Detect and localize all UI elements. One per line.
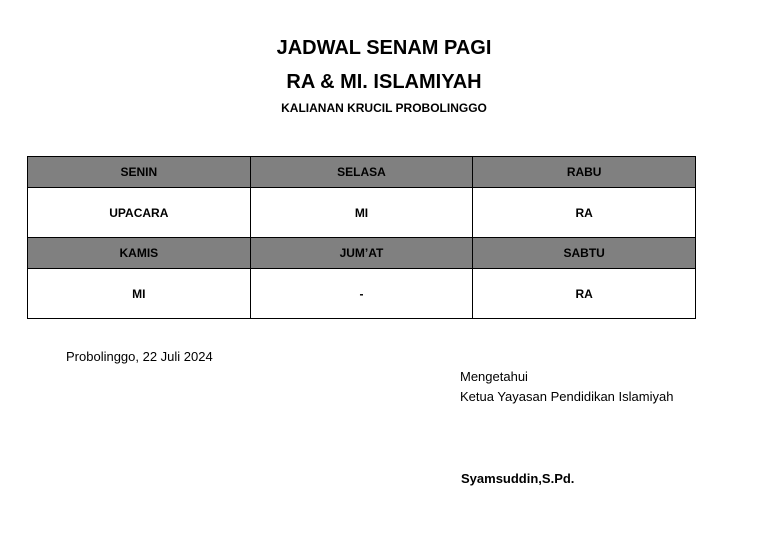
day-header-selasa: SELASA xyxy=(250,157,473,188)
schedule-table xyxy=(27,156,696,319)
assignment-sabtu: RA xyxy=(473,269,696,319)
acknowledged-label: Mengetahui xyxy=(460,369,528,384)
page-location: KALIANAN KRUCIL PROBOLINGGO xyxy=(281,101,487,115)
assignment-row xyxy=(28,188,696,238)
day-header-row xyxy=(28,157,696,188)
place-date: Probolinggo, 22 Juli 2024 xyxy=(66,349,213,364)
signer-name: Syamsuddin,S.Pd. xyxy=(461,471,575,486)
assignment-kamis: MI xyxy=(28,269,251,319)
page-subtitle: RA & MI. ISLAMIYAH xyxy=(286,71,482,93)
day-header-rabu: RABU xyxy=(473,157,696,188)
assignment-jumat: - xyxy=(250,269,473,319)
page-title: JADWAL SENAM PAGI xyxy=(276,37,492,59)
assignment-selasa: MI xyxy=(250,188,473,238)
day-header-sabtu: SABTU xyxy=(473,238,696,269)
day-header-row xyxy=(28,238,696,269)
day-header-senin: SENIN xyxy=(28,157,251,188)
acknowledger-title: Ketua Yayasan Pendidikan Islamiyah xyxy=(460,389,674,404)
day-header-kamis: KAMIS xyxy=(28,238,251,269)
assignment-senin: UPACARA xyxy=(28,188,251,238)
day-header-jumat: JUM’AT xyxy=(250,238,473,269)
assignment-rabu: RA xyxy=(473,188,696,238)
assignment-row xyxy=(28,269,696,319)
